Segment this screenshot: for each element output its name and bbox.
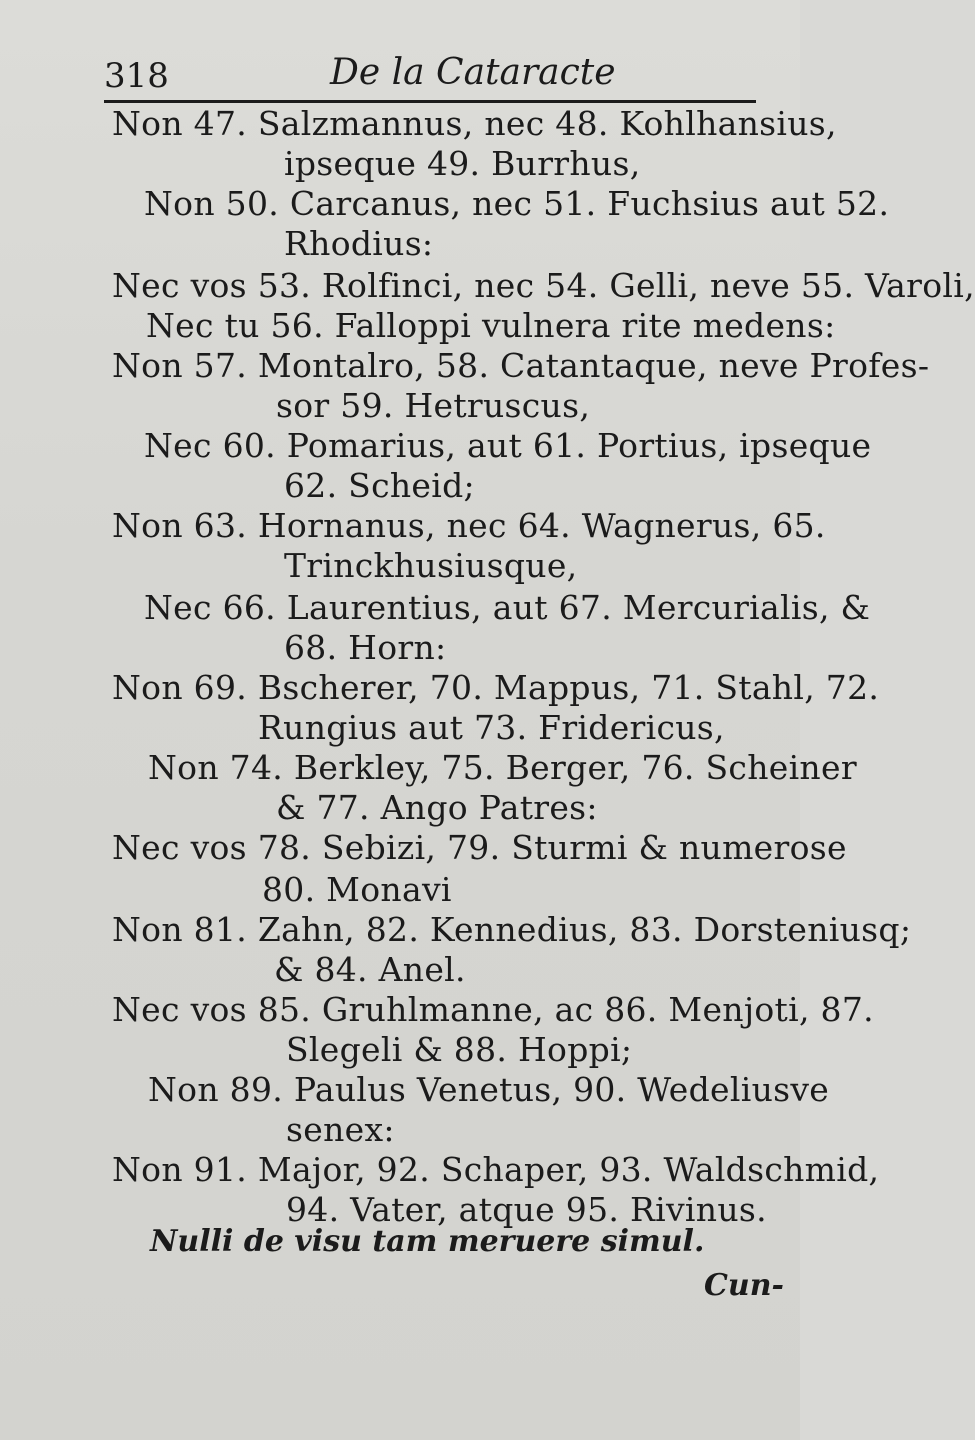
verse-line: senex: <box>286 1110 395 1149</box>
verse-line: Non 89. Paulus Venetus, 90. Wedeliusve <box>148 1070 830 1109</box>
verse-line: 94. Vater, atque 95. Rivinus. <box>286 1190 767 1229</box>
verse-line: Rungius aut 73. Fridericus, <box>258 708 725 747</box>
verse-line: Nec vos 85. Gruhlmanne, ac 86. Menjoti, 87. <box>112 990 874 1029</box>
verse-line: Non 57. Montalro, 58. Catantaque, neve Profes- <box>112 346 930 385</box>
verse-line: Non 91. Major, 92. Schaper, 93. Waldschmid, <box>112 1150 880 1189</box>
catchword: Cun- <box>704 1268 784 1303</box>
verse-line: sor 59. Hetruscus, <box>276 386 591 425</box>
header-rule <box>104 100 756 103</box>
verse-line: Non 47. Salzmannus, nec 48. Kohlhansius, <box>112 104 837 143</box>
verse-line: & 84. Anel. <box>274 950 466 989</box>
page-header <box>104 52 756 104</box>
verse-line: 68. Horn: <box>284 628 447 667</box>
running-title: De la Cataracte <box>330 52 616 93</box>
verse-line: Trinckhusiusque, <box>284 546 578 585</box>
verse-line: Nec 66. Laurentius, aut 67. Mercurialis, & <box>144 588 871 627</box>
verse-line: Nec tu 56. Falloppi vulnera rite medens: <box>146 306 836 345</box>
verse-line: Non 81. Zahn, 82. Kennedius, 83. Dorsteniusq; <box>112 910 912 949</box>
closing-line: Nulli de visu tam meruere simul. <box>150 1224 705 1259</box>
verse-line: Non 69. Bscherer, 70. Mappus, 71. Stahl, 72. <box>112 668 880 707</box>
verse-line: Nec vos 53. Rolfinci, nec 54. Gelli, neve 55. Varoli, <box>112 266 975 305</box>
verse-line: Non 74. Berkley, 75. Berger, 76. Scheiner <box>148 748 857 787</box>
verse-line: Non 50. Carcanus, nec 51. Fuchsius aut 52. <box>144 184 890 223</box>
verse-line: ipseque 49. Burrhus, <box>284 144 641 183</box>
verse-line: & 77. Ango Patres: <box>276 788 598 827</box>
verse-line: 62. Scheid; <box>284 466 475 505</box>
page-number: 318 <box>104 56 169 96</box>
verse-line: Nec vos 78. Sebizi, 79. Sturmi & numerose <box>112 828 847 867</box>
verse-line: 80. Monavi <box>262 870 452 909</box>
verse-line: Slegeli & 88. Hoppi; <box>286 1030 633 1069</box>
verse-line: Nec 60. Pomarius, aut 61. Portius, ipseque <box>144 426 872 465</box>
verse-line: Non 63. Hornanus, nec 64. Wagnerus, 65. <box>112 506 826 545</box>
verse-line: Rhodius: <box>284 224 434 263</box>
